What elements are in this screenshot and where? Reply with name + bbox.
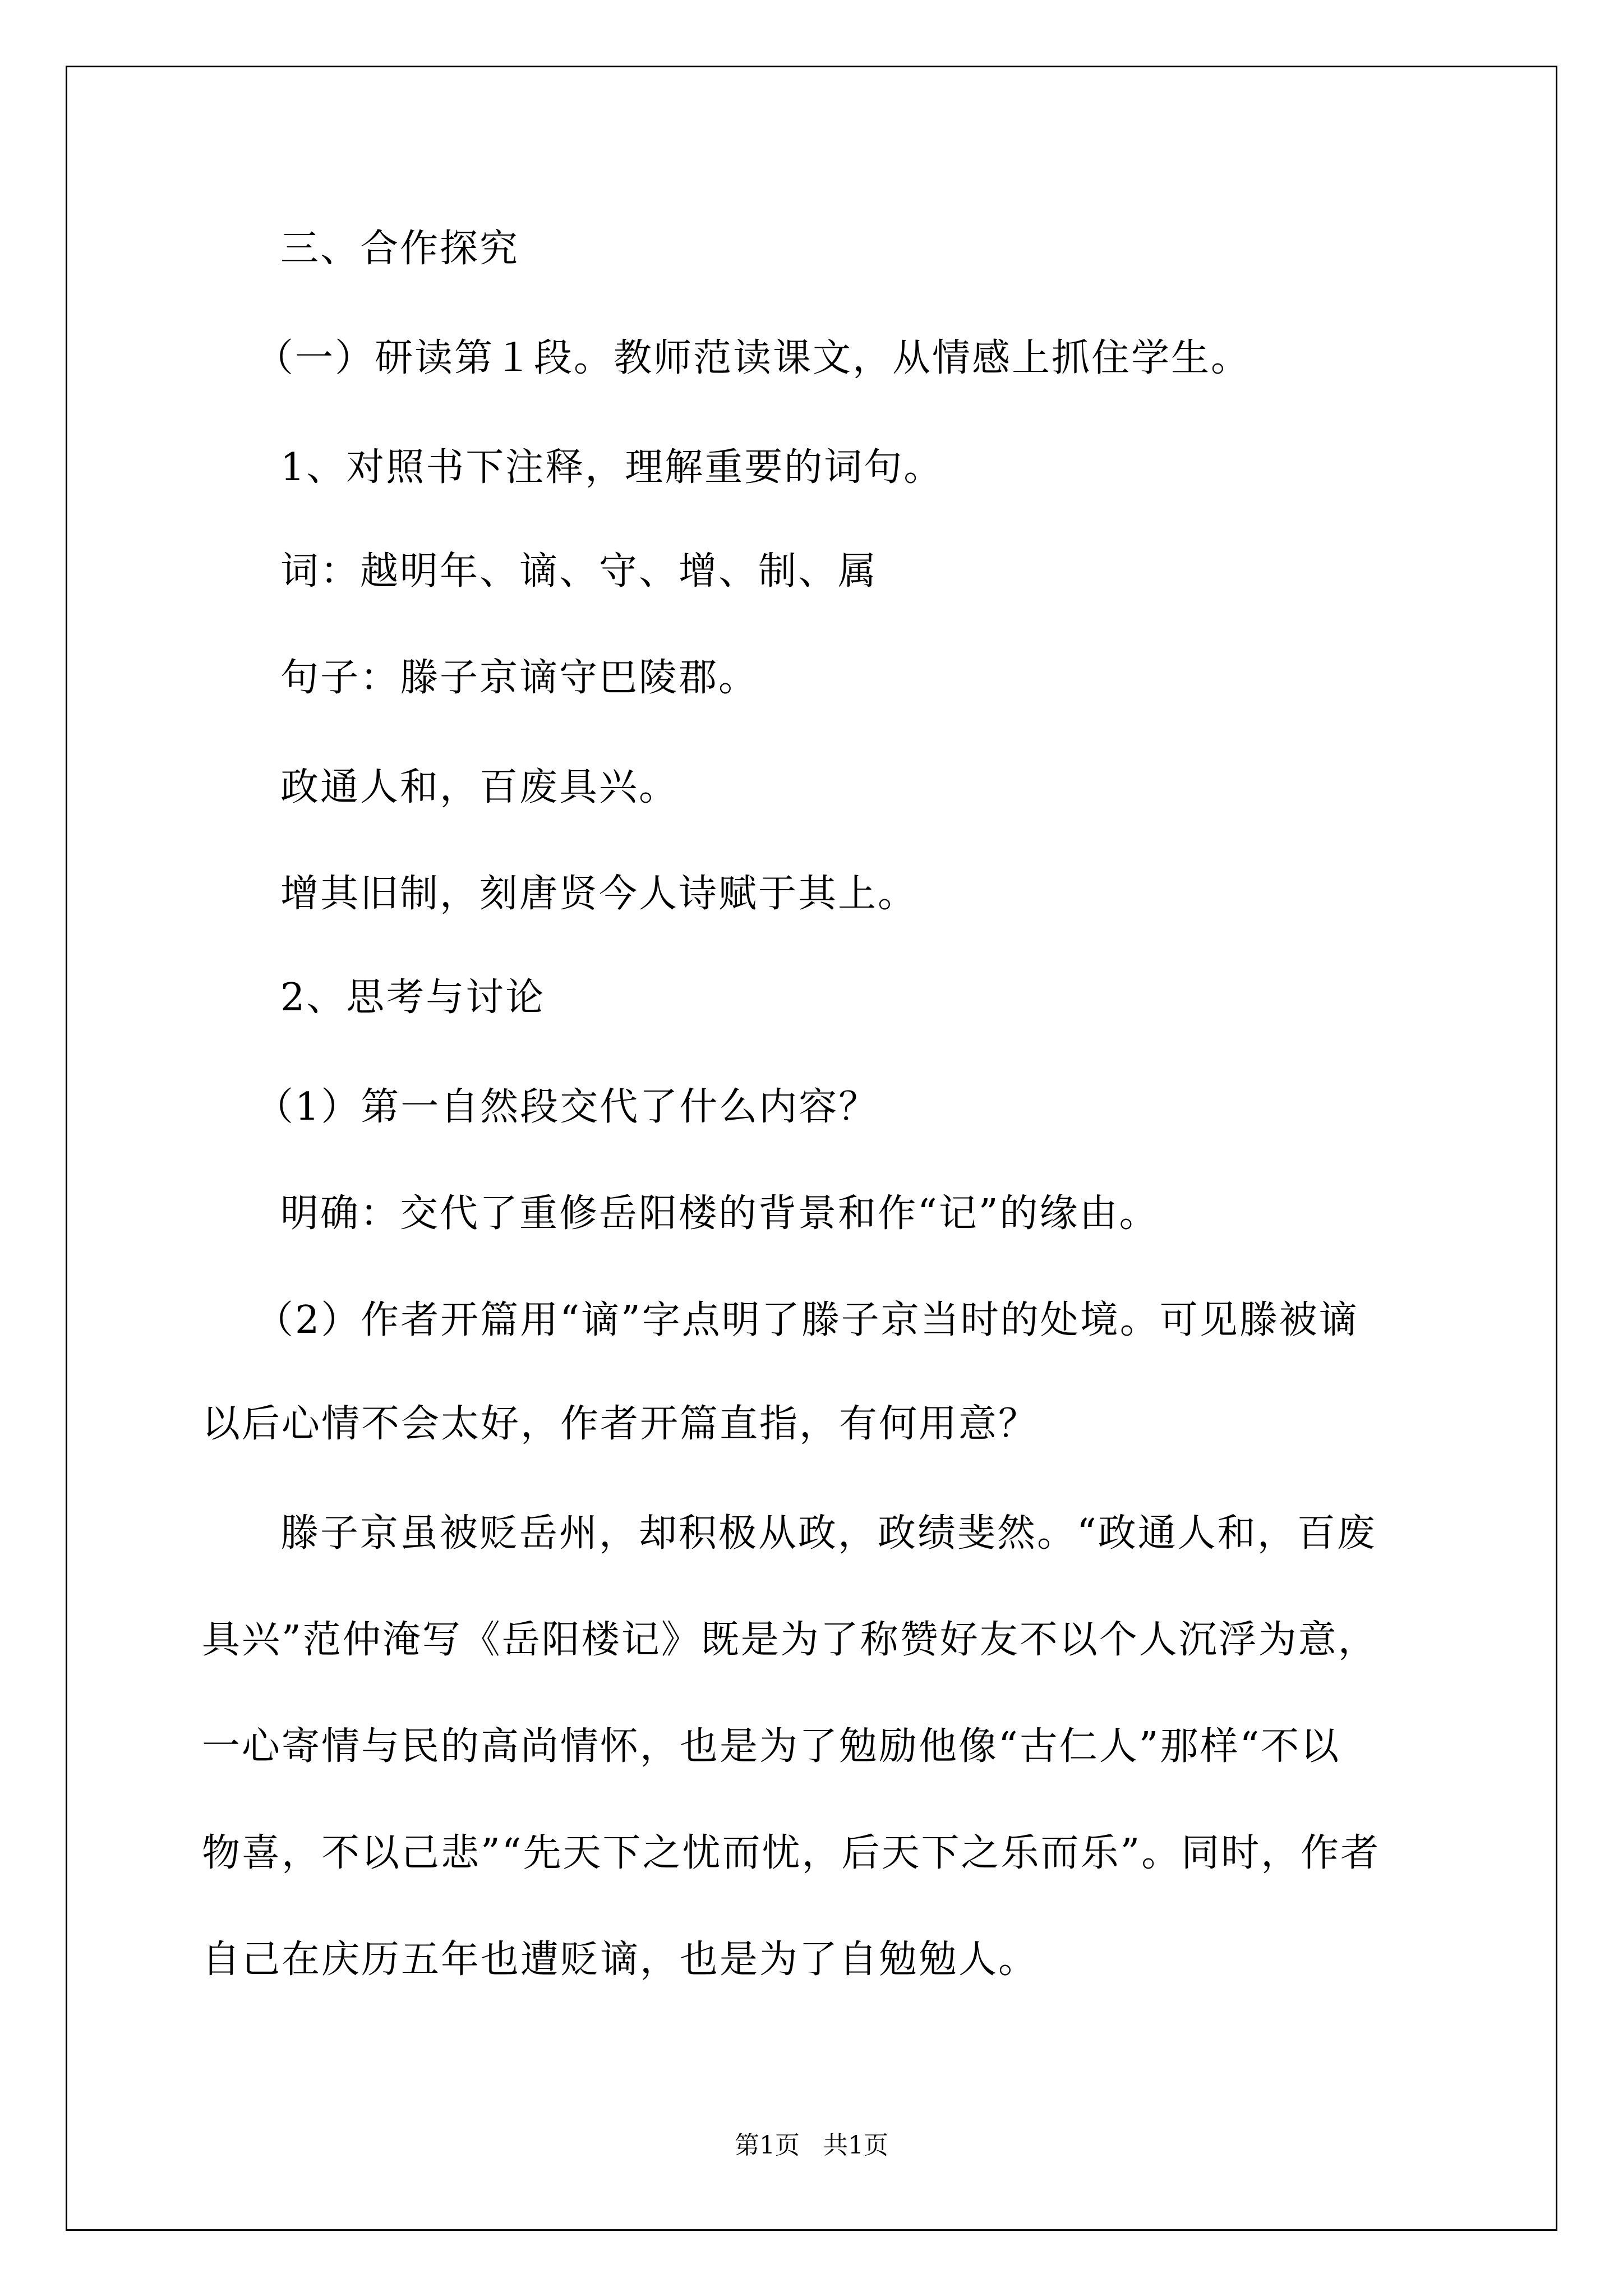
paragraph-line: 物喜，不以己悲”“先天下之忧而忧，后天下之乐而乐”。同时，作者 <box>202 1831 1381 1875</box>
answer-line: 明确：交代了重修岳阳楼的背景和作“记”的缘由。 <box>280 1191 1159 1236</box>
paragraph-line: 1、对照书下注释，理解重要的词句。 <box>280 445 944 490</box>
page-footer: 第1页 共1页 <box>735 2131 888 2160</box>
question-line: （2）作者开篇用“谪”字点明了滕子京当时的处境。可见滕被谪 <box>255 1298 1359 1342</box>
section-heading: 三、合作探究 <box>280 227 520 271</box>
paragraph-line: 具兴”范仲淹写《岳阳楼记》既是为了称赞好友不以个人沉浮为意， <box>202 1618 1378 1662</box>
paragraph-line: 增其旧制，刻唐贤今人诗赋于其上。 <box>280 872 918 916</box>
question-line: （1）第一自然段交代了什么内容？ <box>255 1085 879 1129</box>
page-border <box>66 66 1557 2231</box>
paragraph-line: 以后心情不会太好，作者开篇直指，有何用意？ <box>202 1402 1039 1446</box>
paragraph-line: 自己在庆历五年也遭贬谪，也是为了自勉勉人。 <box>202 1938 1039 1982</box>
paragraph-line: 滕子京虽被贬岳州，却积极从政，政绩斐然。“政通人和，百废 <box>280 1511 1377 1556</box>
paragraph-line: 句子：滕子京谪守巴陵郡。 <box>280 656 759 700</box>
paragraph-line: 一心寄情与民的高尚情怀，也是为了勉励他像“古仁人”那样“不以 <box>202 1724 1341 1769</box>
paragraph-line: 政通人和，百废具兴。 <box>280 765 679 809</box>
paragraph-line: 2、思考与讨论 <box>280 976 546 1020</box>
paragraph-line: 词：越明年、谪、守、增、制、属 <box>280 549 878 593</box>
subsection-heading: （一）研读第１段。教师范读课文，从情感上抓住学生。 <box>255 336 1251 380</box>
